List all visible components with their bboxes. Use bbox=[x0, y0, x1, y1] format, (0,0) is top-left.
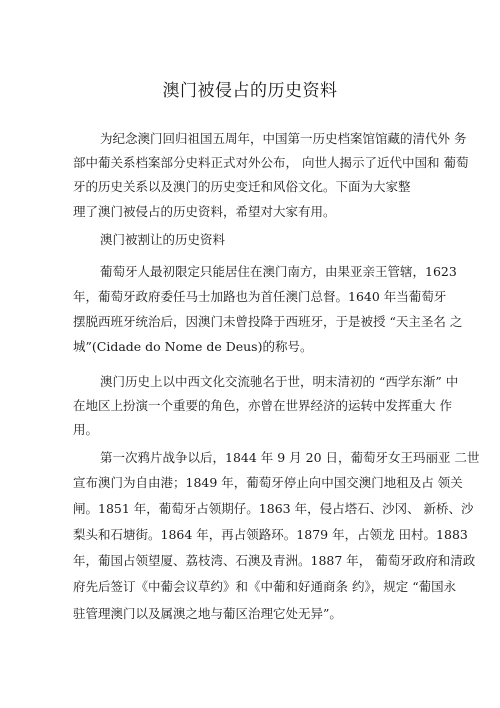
paragraph-line: 澳门历史上以中西文化交流驰名于世，明末清初的 “西学东渐” 中 bbox=[100, 374, 459, 389]
paragraph-line: 梨头和石塘街。1864 年，再占领路环。1879 年，占领龙 田村。1883 bbox=[73, 527, 468, 542]
paragraph-line: 葡萄牙人最初限定只能居住在澳门南方，由果亚亲王管辖，1623 bbox=[100, 264, 457, 279]
paragraph-line: 牙的历史关系以及澳门的历史变迁和风俗文化。下面为大家整 bbox=[73, 179, 411, 194]
paragraph-line: 部中葡关系档案部分史料正式对外公布， 向世人揭示了近代中国和 葡萄 bbox=[73, 155, 469, 170]
paragraph-line: 驻管理澳门以及属澳之地与葡区治理它处无异”。 bbox=[73, 606, 342, 621]
paragraph-line: 用。 bbox=[73, 422, 99, 437]
paragraph-line: 闸。1851 年，葡萄牙占领期仔。1863 年，侵占塔石、沙冈、 新桥、沙 bbox=[73, 501, 474, 516]
section-heading: 澳门被割让的历史资料 bbox=[100, 232, 226, 247]
paragraph-line: 第一次鸦片战争以后，1844 年 9 月 20 日，葡萄牙女王玛丽亚 二世 bbox=[100, 450, 480, 465]
paragraph-line: 年，葡国占领望厦、荔枝湾、石澳及青洲。1887 年， 葡萄牙政府和清政 bbox=[73, 553, 476, 568]
paragraph-line: 府先后签订《中葡会议草约》和《中葡和好通商条 约》，规定 “葡国永 bbox=[73, 579, 457, 594]
paragraph-line: 宣布澳门为自由港；1849 年，葡萄牙停止向中国交澳门地租及占 领关 bbox=[73, 475, 463, 490]
paragraph-line: 城”(Cidade do Nome de Deus)的称号。 bbox=[73, 339, 313, 354]
paragraph-line: 理了澳门被侵占的历史资料，希望对大家有用。 bbox=[73, 204, 336, 219]
document-title: 澳门被侵占的历史资料 bbox=[162, 81, 338, 101]
paragraph-line: 为纪念澳门回归祖国五周年，中国第一历史档案馆馆藏的清代外 务 bbox=[100, 131, 467, 146]
paragraph-line: 在地区上扮演一个重要的角色，亦曾在世界经济的运转中发挥重大 作 bbox=[73, 398, 452, 413]
paragraph-line: 摆脱西班牙统治后，因澳门未曾投降于西班牙，于是被授 “天主圣名 之 bbox=[73, 314, 463, 329]
paragraph-line: 年，葡萄牙政府委任马士加路也为首任澳门总督。1640 年当葡萄牙 bbox=[73, 289, 447, 304]
